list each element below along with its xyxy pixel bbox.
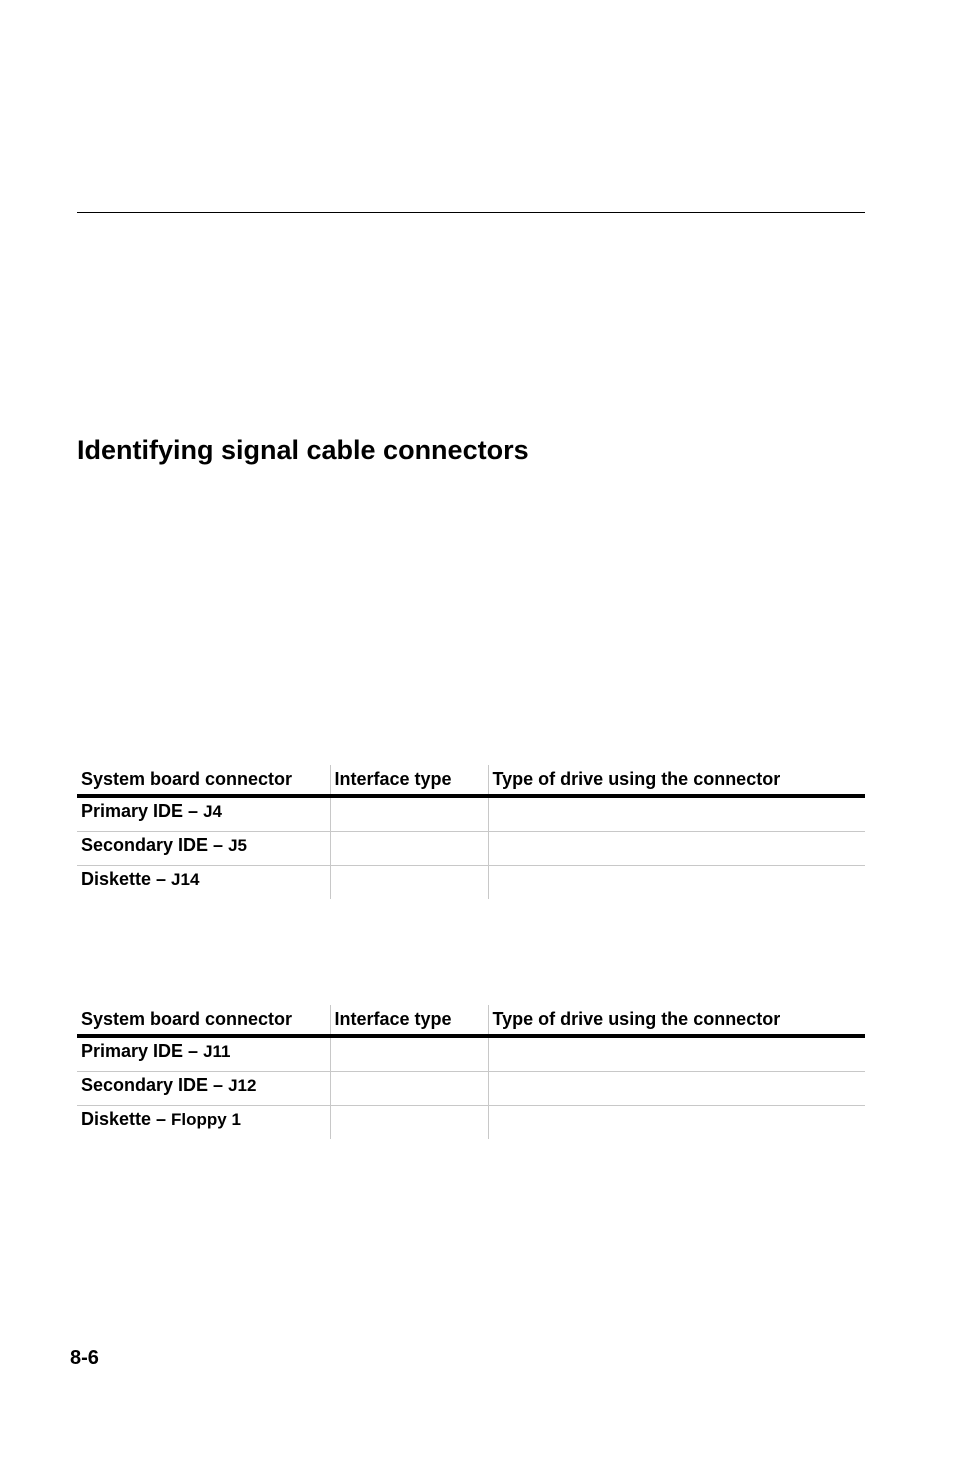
interface-cell xyxy=(330,832,488,866)
drive-cell xyxy=(488,1106,865,1140)
connector-id: J4 xyxy=(203,802,222,821)
interface-cell xyxy=(330,866,488,900)
drive-cell xyxy=(488,866,865,900)
table-row xyxy=(77,1036,865,1072)
column-header-interface: Interface type xyxy=(330,765,488,796)
connector-id: J12 xyxy=(228,1076,257,1095)
connector-label: Primary IDE – xyxy=(81,1041,204,1061)
connector-cell xyxy=(77,1036,330,1072)
connector-cell xyxy=(77,1072,330,1106)
drive-cell xyxy=(488,1072,865,1106)
connector-label: Primary IDE – xyxy=(81,801,204,821)
interface-cell xyxy=(330,1106,488,1140)
connector-cell xyxy=(77,832,330,866)
connector-cell xyxy=(77,866,330,900)
table-row xyxy=(77,1072,865,1106)
connector-table-1 xyxy=(77,765,865,899)
connector-id: Floppy 1 xyxy=(171,1110,241,1129)
connector-label: Diskette – xyxy=(81,1109,172,1129)
table-row xyxy=(77,1106,865,1140)
connector-id: J11 xyxy=(203,1042,231,1061)
connector-id: J14 xyxy=(171,870,200,889)
connector-label: Secondary IDE – xyxy=(81,1075,229,1095)
connector-cell xyxy=(77,796,330,832)
section-title: Identifying signal cable connectors xyxy=(77,435,529,465)
drive-cell xyxy=(488,796,865,832)
column-header-connector: System board connector xyxy=(77,1005,330,1036)
connector-id: J5 xyxy=(228,836,247,855)
drive-cell xyxy=(488,1036,865,1072)
interface-cell xyxy=(330,796,488,832)
column-header-drive-type: Type of drive using the connector xyxy=(488,1005,865,1036)
interface-cell xyxy=(330,1072,488,1106)
connector-cell xyxy=(77,1106,330,1140)
connector-label: Diskette – xyxy=(81,869,172,889)
table-row xyxy=(77,832,865,866)
connector-table-2 xyxy=(77,1005,865,1139)
table-row xyxy=(77,866,865,900)
column-header-drive-type: Type of drive using the connector xyxy=(488,765,865,796)
column-header-connector: System board connector xyxy=(77,765,330,796)
interface-cell xyxy=(330,1036,488,1072)
connector-label: Secondary IDE – xyxy=(81,835,229,855)
header-rule xyxy=(77,212,865,213)
drive-cell xyxy=(488,832,865,866)
table-row xyxy=(77,796,865,832)
page-number: 8-6 xyxy=(70,1347,99,1369)
table-header-row xyxy=(77,1005,865,1036)
column-header-interface: Interface type xyxy=(330,1005,488,1036)
table-header-row xyxy=(77,765,865,796)
